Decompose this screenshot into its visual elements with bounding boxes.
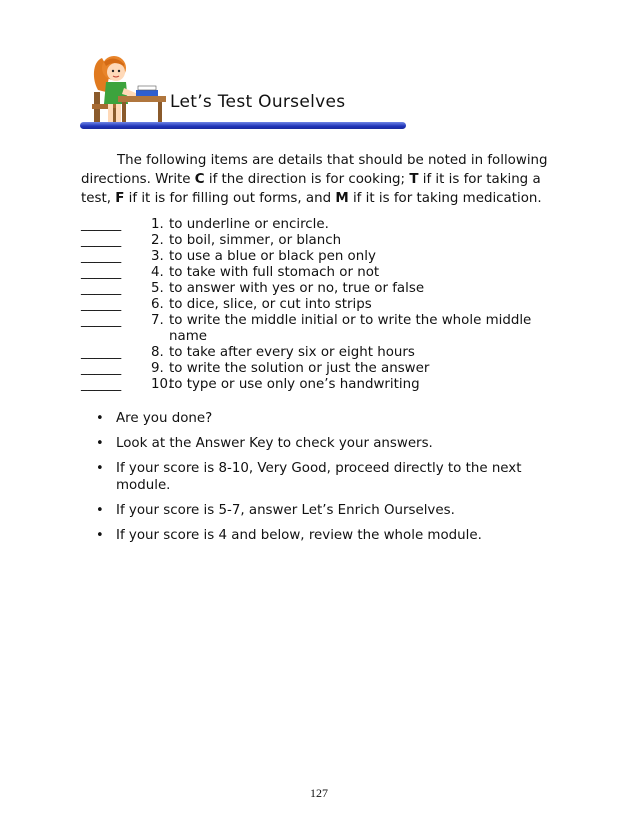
- page-number: 127: [310, 786, 328, 800]
- bullet-icon: •: [96, 411, 104, 426]
- item-text: to underline or encircle.: [169, 217, 329, 232]
- list-item: [81, 345, 561, 361]
- list-item: [81, 217, 561, 233]
- item-number: 8.: [151, 345, 164, 360]
- title-underline-bar: [80, 122, 406, 129]
- item-text: to write the middle initial or to write the whole middle name: [169, 313, 532, 344]
- letter-f: F: [115, 191, 125, 206]
- list-item: [96, 460, 536, 494]
- item-text: to take with full stomach or not: [169, 265, 380, 280]
- item-number: 9.: [151, 361, 164, 376]
- bullet-text: Are you done?: [116, 411, 213, 426]
- bullet-text: Look at the Answer Key to check your answers.: [116, 436, 433, 451]
- answer-blank[interactable]: ______: [81, 377, 122, 392]
- item-text: to boil, simmer, or blanch: [169, 233, 342, 248]
- list-item: [96, 435, 536, 452]
- bullet-icon: •: [96, 461, 104, 476]
- item-number: 7.: [151, 313, 164, 328]
- item-number: 2.: [151, 233, 164, 248]
- intro-text-5: if it is for taking medication.: [348, 191, 542, 206]
- answer-blank[interactable]: ______: [81, 345, 122, 360]
- item-number: 10.: [151, 377, 173, 392]
- list-item: [81, 377, 561, 393]
- item-number: 6.: [151, 297, 164, 312]
- letter-t: T: [409, 172, 419, 187]
- list-item: [81, 265, 561, 281]
- student-at-desk-clipart: [88, 52, 168, 130]
- list-item: [96, 410, 536, 427]
- item-text: to take after every six or eight hours: [169, 345, 415, 360]
- letter-c: C: [194, 172, 205, 187]
- list-item: [81, 297, 561, 313]
- bullet-icon: •: [96, 503, 104, 518]
- bullet-text: If your score is 8-10, Very Good, proceed directly to the next module.: [116, 461, 522, 493]
- item-number: 5.: [151, 281, 164, 296]
- intro-text-4: if it is for filling out forms, and: [124, 191, 336, 206]
- item-text: to use a blue or black pen only: [169, 249, 376, 264]
- item-number: 3.: [151, 249, 164, 264]
- answer-blank[interactable]: ______: [81, 297, 122, 312]
- test-items-list: [81, 217, 561, 393]
- bullet-icon: •: [96, 436, 104, 451]
- instructions-paragraph: [81, 151, 553, 208]
- list-item: [81, 361, 561, 377]
- item-text: to dice, slice, or cut into strips: [169, 297, 372, 312]
- item-number: 4.: [151, 265, 164, 280]
- item-text: to type or use only one’s handwriting: [169, 377, 420, 392]
- answer-blank[interactable]: ______: [81, 265, 122, 280]
- bullet-text: If your score is 4 and below, review the whole module.: [116, 528, 482, 543]
- answer-blank[interactable]: ______: [81, 249, 122, 264]
- intro-text-1: The following items are details that should be noted in following directions. Write: [81, 153, 548, 187]
- list-item: [81, 313, 561, 345]
- list-item: [81, 281, 561, 297]
- answer-blank[interactable]: ______: [81, 313, 122, 328]
- instruction-bullets: [96, 410, 536, 552]
- intro-text-3: if it is for taking a test,: [81, 172, 541, 206]
- bullet-icon: •: [96, 528, 104, 543]
- list-item: [96, 502, 536, 519]
- answer-blank[interactable]: ______: [81, 281, 122, 296]
- item-number: 1.: [151, 217, 164, 232]
- item-text: to write the solution or just the answer: [169, 361, 430, 376]
- list-item: [81, 233, 561, 249]
- list-item: [81, 249, 561, 265]
- intro-text-2: if the direction is for cooking;: [204, 172, 410, 187]
- bullet-text: If your score is 5-7, answer Let’s Enrich Ourselves.: [116, 503, 455, 518]
- list-item: [96, 527, 536, 544]
- answer-blank[interactable]: ______: [81, 217, 122, 232]
- answer-blank[interactable]: ______: [81, 361, 122, 376]
- letter-m: M: [335, 191, 349, 206]
- answer-blank[interactable]: ______: [81, 233, 122, 248]
- item-text: to answer with yes or no, true or false: [169, 281, 425, 296]
- page-title: Let’s Test Ourselves: [170, 92, 346, 112]
